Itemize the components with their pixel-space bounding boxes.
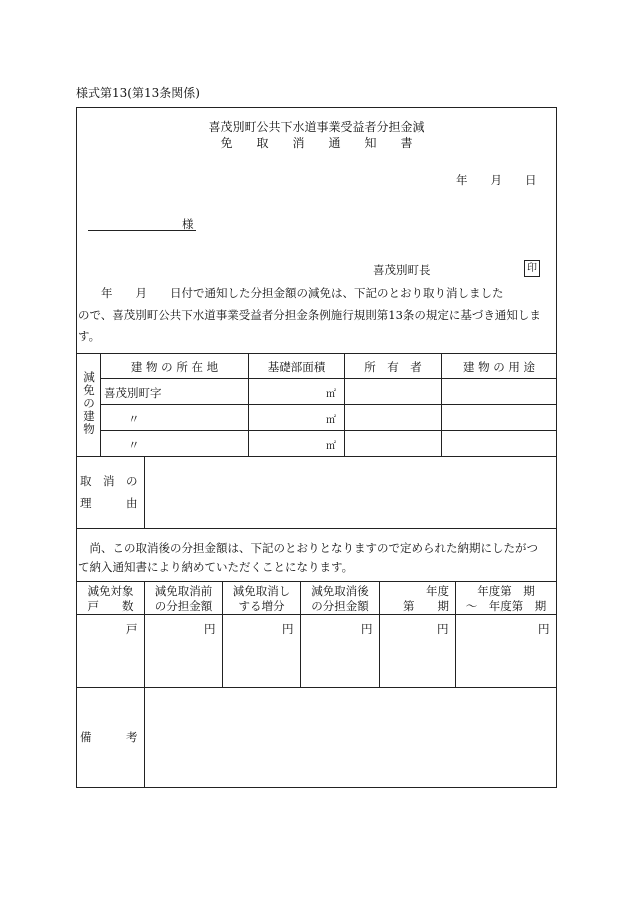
amount-header-after: 減免取消後 の分担金額 (311, 584, 369, 613)
row3-area-unit: ㎡ (326, 441, 336, 452)
remarks-label: 備 考 (80, 730, 138, 744)
note-line1: 尚、この取消後の分担金額は、下記のとおりとなりますので定められた納期にしたがつ (78, 541, 538, 555)
unit-period-range: 円 (538, 622, 550, 636)
amount-table-header-bottom (76, 614, 557, 615)
body-line2: ので、喜茂別町公共下水道事業受益者分担金条例施行規則第13条の規定に基づき通知しま (78, 308, 541, 322)
title-line2: 免 取 消 通 知 書 (220, 136, 413, 150)
header-location: 建 物 の 所 在 地 (130, 360, 219, 374)
header-area: 基礎部面積 (267, 360, 326, 374)
recipient-suffix: 様 (182, 217, 194, 231)
body-line1: 年 月 日付で通知した分担金額の減免は、下記のとおり取り消しました (78, 286, 504, 300)
unit-before: 円 (204, 622, 216, 636)
unit-after: 円 (361, 622, 373, 636)
building-table-bottom (76, 456, 557, 457)
unit-period: 円 (437, 622, 449, 636)
title-line1: 喜茂別町公共下水道事業受益者分担金減 (208, 120, 425, 134)
body-line3: す。 (78, 329, 101, 343)
seal-box: 印 (524, 260, 540, 277)
header-usage: 建 物 の 用 途 (462, 360, 536, 374)
issuer-name: 喜茂別町長 (373, 263, 431, 277)
form-label: 様式第13(第13条関係) (76, 86, 200, 100)
unit-households: 戸 (126, 622, 138, 636)
frame-top (76, 107, 557, 108)
frame-right (556, 107, 557, 788)
reason-label-line2: 理 由 (80, 496, 138, 510)
recipient-underline (88, 230, 196, 231)
row2-location: 〃 (128, 412, 140, 426)
frame-left (76, 107, 77, 788)
building-side-label: 減 免 の 建 物 (83, 370, 95, 436)
building-table-row-line-3 (100, 430, 557, 431)
reason-label-line1: 取 消 の (80, 474, 138, 488)
amount-header-increase: 減免取消し する増分 (232, 584, 291, 613)
row2-area-unit: ㎡ (326, 415, 336, 426)
issue-date: 年 月 日 (456, 173, 537, 187)
amount-header-before: 減免取消前 の分担金額 (154, 584, 213, 613)
amount-header-period: 年度 第 期 (403, 584, 449, 613)
amount-table-bottom (76, 687, 557, 688)
building-table-top (76, 353, 557, 354)
row1-area-unit: ㎡ (326, 389, 336, 400)
amount-table-top (76, 581, 557, 582)
amount-header-period-range: 年度第 期 ～ 年度第 期 (465, 584, 547, 613)
building-table-row-line-2 (100, 404, 557, 405)
row1-location: 喜茂別町字 (104, 386, 162, 400)
note-line2: て納入通知書により納めていただくことになります。 (78, 560, 354, 574)
header-owner: 所 有 者 (364, 360, 422, 374)
row3-location: 〃 (128, 438, 140, 452)
building-table-row-line-1 (100, 378, 557, 379)
unit-increase: 円 (282, 622, 294, 636)
frame-bottom (76, 787, 557, 788)
reason-divider (144, 456, 145, 528)
amount-header-households: 減免対象 戸 数 (87, 584, 134, 613)
reason-bottom (76, 528, 557, 529)
